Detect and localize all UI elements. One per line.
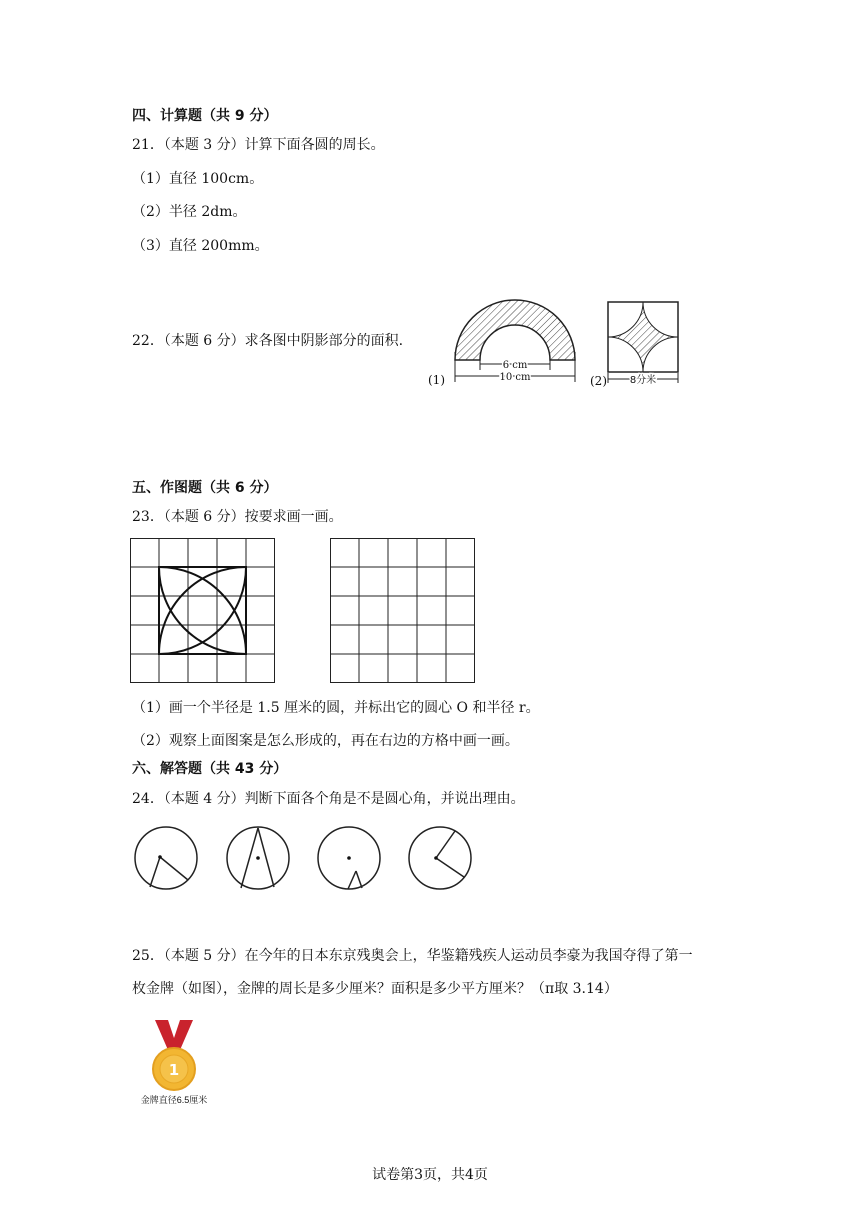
q22-figure-ring	[420, 292, 585, 392]
q21-item-1: （1）直径 100cm。	[132, 171, 264, 187]
medal-number: 1	[168, 1061, 180, 1079]
q24-circles	[130, 825, 475, 895]
q21-item-3: （3）直径 200mm。	[132, 238, 269, 254]
q22-fig1-label: (1)	[428, 373, 445, 387]
section6-heading: 六、解答题（共 43 分）	[132, 761, 288, 777]
section4-heading: 四、计算题（共 9 分）	[132, 108, 278, 124]
q25-line-2: 枚金牌（如图），金牌的周长是多少厘米？面积是多少平方厘米？（π取 3.14）	[132, 981, 618, 997]
q21-item-2: （2）半径 2dm。	[132, 204, 247, 220]
medal-caption: 金牌直径6.5厘米	[140, 1095, 208, 1105]
q22-fig2-dim-label: 8分米	[629, 375, 657, 386]
q23-pattern-grid	[130, 538, 276, 684]
q22-fig1-outer-label: 10 cm	[499, 372, 531, 383]
q21-stem: 21．（本题 3 分）计算下面各圆的周长。	[132, 137, 385, 153]
q23-item-2: （2）观察上面图案是怎么形成的，再在右边的方格中画一画。	[132, 733, 519, 749]
q23-stem: 23．（本题 6 分）按要求画一画。	[132, 509, 343, 525]
page-footer: 试卷第3页，共4页	[372, 1167, 488, 1183]
q25-gold-medal-image	[140, 1018, 220, 1108]
q22-fig1-inner-label: 6 cm	[502, 360, 528, 371]
q25-line-1: 25．（本题 5 分）在今年的日本东京残奥会上，华鉴籍残疾人运动员李豪为我国夺得了第一	[132, 948, 693, 964]
q23-empty-grid	[330, 538, 476, 684]
q22-stem: 22．（本题 6 分）求各图中阴影部分的面积.	[132, 333, 404, 349]
section5-heading: 五、作图题（共 6 分）	[132, 480, 278, 496]
q22-figure-square	[588, 297, 683, 387]
q23-item-1: （1）画一个半径是 1.5 厘米的圆，并标出它的圆心 O 和半径 r。	[132, 700, 540, 716]
q22-fig2-label: (2)	[590, 374, 607, 388]
q24-stem: 24．（本题 4 分）判断下面各个角是不是圆心角，并说出理由。	[132, 791, 525, 807]
